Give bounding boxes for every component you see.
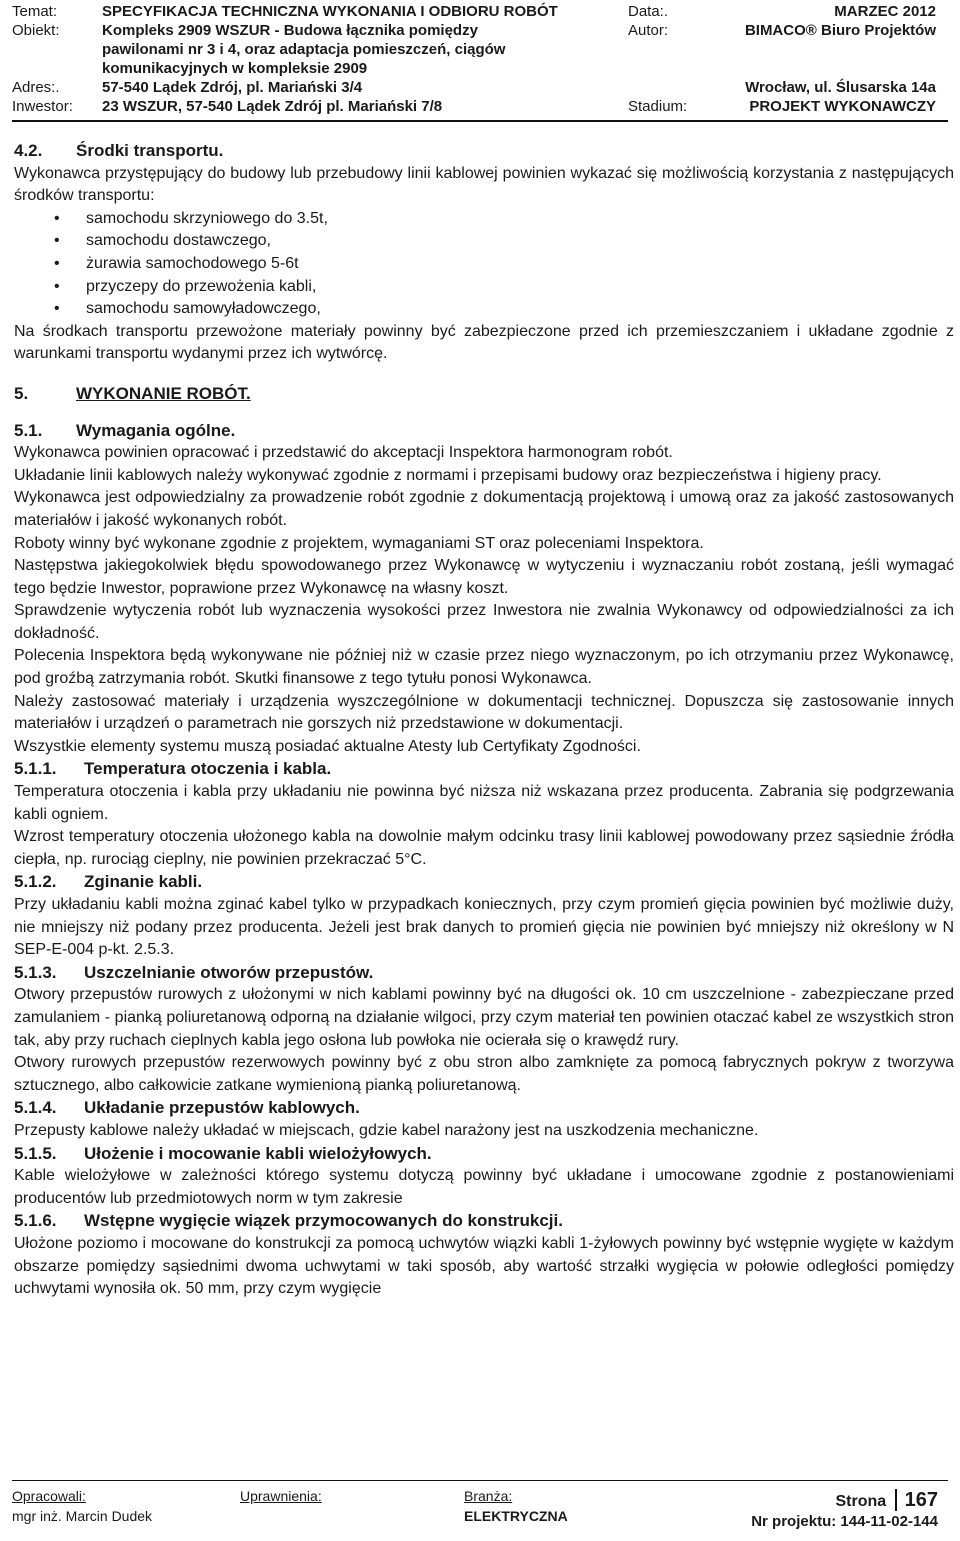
paragraph: Układanie linii kablowych należy wykonywać zgodnie z normami i przepisami budowy oraz bezpieczeństwa i higieny pracy. — [14, 466, 882, 484]
section-number: 5.1. — [14, 420, 43, 440]
paragraph: Przepusty kablowe należy układać w miejscach, gdzie kabel narażony jest na uszkodzenia mechaniczne. — [14, 1121, 759, 1139]
project-label: Nr projektu: — [751, 1513, 837, 1530]
header-divider — [12, 120, 948, 122]
footer-divider — [12, 1480, 948, 1481]
paragraph: Sprawdzenie wytyczenia robót lub wyznaczenia wysokości przez Inwestora nie zwalnia Wykonawcy od odpowiedzialności za ich dokładność. — [14, 602, 954, 642]
subsection-heading — [14, 1143, 954, 1166]
section-title: Środki transportu. — [76, 141, 224, 160]
document-body — [14, 140, 954, 1301]
paragraph: Roboty winny być wykonane zgodnie z projektem, wymaganiami ST oraz poleceniami Inspektora. — [14, 534, 704, 552]
section-number: 5.1.6. — [14, 1211, 57, 1231]
header-author-address: Wrocław, ul. Ślusarska 14a — [745, 79, 936, 96]
subsection-heading — [14, 962, 954, 985]
header-label: Data:. — [628, 3, 669, 20]
list-item: • samochodu samowyładowczego, — [86, 298, 954, 321]
header-address: 57-540 Lądek Zdrój, pl. Mariański 3/4 — [102, 79, 363, 96]
footer-branch-value: ELEKTRYCZNA — [464, 1508, 568, 1524]
section-title: Wymagania ogólne. — [76, 420, 236, 440]
paragraph: Kable wielożyłowe w zależności którego systemu dotyczą powinny być układane i umocowane zgodnie z postanowieniami producentów lub przedmiotowych norm w tym zakresie — [14, 1167, 954, 1207]
header-label: Obiekt: — [12, 22, 60, 39]
paragraph: Otwory przepustów rurowych z ułożonymi w nich kablami powinny być na długości ok. 10 cm uszczelnione - zabezpieczane przed zamulaniem - pianką poliuretanową odporną na działanie wilgoci, przy czym materiał ten powinien otaczać kabel ze wszystkich stron tak, aby przy ruchach cieplnych kabla jego osłona lub powłoka nie ocierała się o krawędź rury. — [14, 986, 954, 1049]
section-number: 4.2. — [14, 141, 43, 160]
page-number — [836, 1489, 939, 1512]
subsection-heading — [14, 758, 954, 781]
paragraph: Temperatura otoczenia i kabla przy układaniu nie powinna być niższa niż wskazana przez producenta. Zabrania się podgrzewania kabli ogniem. — [14, 783, 954, 823]
section-title: Uszczelnianie otworów przepustów. — [84, 962, 374, 982]
list-item: • przyczepy do przewożenia kabli, — [86, 276, 954, 299]
section-heading — [14, 140, 954, 163]
section-title: Układanie przepustów kablowych. — [84, 1098, 360, 1118]
subsection-heading — [14, 1210, 954, 1233]
section-title: Zginanie kabli. — [84, 872, 203, 892]
list-item: • samochodu skrzyniowego do 3.5t, — [86, 208, 954, 231]
paragraph: Wykonawca przystępujący do budowy lub przebudowy linii kablowej powinien wykazać się możliwością korzystania z następujących środków transportu: — [14, 164, 954, 205]
section-number: 5.1.5. — [14, 1143, 57, 1163]
section-title: WYKONANIE ROBÓT. — [76, 383, 251, 403]
header-label: Adres:. — [12, 79, 60, 96]
document-header — [0, 0, 960, 122]
subsection-heading — [14, 1097, 954, 1120]
footer-licenses — [240, 1486, 322, 1506]
header-investor: 23 WSZUR, 57-540 Lądek Zdrój pl. Mariański 7/8 — [102, 98, 443, 115]
subsection-heading — [14, 871, 954, 894]
header-object-cont: pawilonami nr 3 i 4, oraz adaptacja pomieszczeń, ciągów — [102, 41, 506, 58]
header-stage: PROJEKT WYKONAWCZY — [749, 98, 936, 115]
paragraph: Wzrost temperatury otoczenia ułożonego kabla na dowolnie małym odcinku trasy linii kablowej powodowany przez sąsiednie źródła ciepła, np. rurociąg cieplny, nie powinien przekraczać 5°C. — [14, 828, 954, 868]
footer-label: Branża: — [464, 1488, 513, 1504]
header-object-cont: komunikacyjnych w kompleksie 2909 — [102, 60, 368, 77]
section-number: 5. — [14, 383, 29, 403]
section-heading — [14, 420, 954, 443]
paragraph: Polecenia Inspektora będą wykonywane nie później niż w czasie przez niego wyznaczonym, po ich otrzymaniu przez Wykonawcę, pod groźbą zatrzymania robót. Skutki finansowe z tego tytułu ponosi Wykonawca. — [14, 647, 954, 688]
paragraph: Należy zastosować materiały i urządzenia wyszczególnione w dokumentacji technicznej. Dopuszcza się zastosowanie innych materiałów i urządzeń o parametrach nie gorszych niż przedstawione w dokumentacji. — [14, 692, 954, 733]
section-number: 5.1.1. — [14, 759, 57, 779]
list-item: • żurawia samochodowego 5-6t — [86, 253, 954, 276]
footer-label: Uprawnienia: — [240, 1488, 322, 1504]
page-label: Strona — [835, 1493, 887, 1510]
paragraph: Ułożone poziomo i mocowane do konstrukcji za pomocą uchwytów wiązki kabli 1-żyłowych powinny być wstępnie wygięte w każdym obszarze pomiędzy sąsiednimi dwoma uchwytami w taki sposób, aby wartość strzałki wygięcia w połowie odległości pomiędzy uchwytami wynosiła ok. 50 mm, przy czym wygięcie — [14, 1234, 954, 1298]
paragraph: Wszystkie elementy systemu muszą posiadać aktualne Atesty lub Certyfikaty Zgodności. — [14, 737, 641, 755]
footer-authors — [12, 1486, 152, 1526]
header-topic: SPECYFIKACJA TECHNICZNA WYKONANIA I ODBIORU ROBÓT — [102, 3, 558, 20]
paragraph: Wykonawca powinien opracować i przedstawić do akceptacji Inspektora harmonogram robót. — [14, 444, 673, 462]
header-author: BIMACO® Biuro Projektów — [744, 22, 936, 39]
header-label: Stadium: — [628, 98, 688, 115]
document-footer — [12, 1480, 948, 1535]
transport-list — [14, 208, 954, 321]
paragraph: Na środkach transportu przewożone materiały powinny być zabezpieczone przed ich przemieszczaniem i układane zgodnie z warunkami transportu wydanymi przez ich wytwórcę. — [14, 322, 954, 363]
page-value: 167 — [895, 1489, 938, 1511]
paragraph: Przy układaniu kabli można zginać kabel tylko w przypadkach koniecznych, przy czym promień gięcia powinien być możliwie duży, nie mniejszy niż podany przez producenta. Jeżeli jest brak danych to promień gięcia nie powinien być mniejszy niż określony w N SEP-E-004 p-kt. 2.5.3. — [14, 896, 954, 959]
header-object: Kompleks 2909 WSZUR - Budowa łącznika pomiędzy — [102, 22, 478, 39]
paragraph: Otwory rurowych przepustów rezerwowych powinny być z obu stron albo zamknięte za pomocą fabrycznych pokryw z tworzywa sztucznego, albo całkowicie zatkane wymienioną pianką poliuretanową. — [14, 1054, 954, 1094]
header-label: Inwestor: — [12, 98, 73, 115]
section-heading — [14, 383, 954, 406]
section-title: Wstępne wygięcie wiązek przymocowanych do konstrukcji. — [84, 1211, 563, 1231]
paragraph: Następstwa jakiegokolwiek błędu spowodowanego przez Wykonawcę w wytyczeniu i wyznaczaniu robót zostaną, jeśli wymagać tego będzie Inwestor, poprawione przez Wykonawcę na własny koszt. — [14, 557, 954, 597]
section-number: 5.1.4. — [14, 1098, 57, 1118]
footer-label: Opracowali: — [12, 1488, 86, 1504]
list-item: • samochodu dostawczego, — [86, 230, 954, 253]
project-number — [751, 1513, 938, 1530]
header-label: Temat: — [12, 3, 58, 20]
section-title: Ułożenie i mocowanie kabli wielożyłowych. — [84, 1143, 432, 1163]
section-title: Temperatura otoczenia i kabla. — [84, 759, 332, 779]
header-label: Autor: — [628, 22, 669, 39]
header-date: MARZEC 2012 — [834, 3, 936, 20]
footer-branch — [464, 1486, 568, 1526]
section-number: 5.1.3. — [14, 962, 57, 982]
project-value: 144-11-02-144 — [840, 1513, 938, 1530]
section-number: 5.1.2. — [14, 872, 57, 892]
footer-author-name: mgr inż. Marcin Dudek — [12, 1508, 153, 1524]
paragraph: Wykonawca jest odpowiedzialny za prowadzenie robót zgodnie z dokumentacją projektową i umową oraz za jakość zastosowanych materiałów i jakość wykonanych robót. — [14, 489, 954, 529]
